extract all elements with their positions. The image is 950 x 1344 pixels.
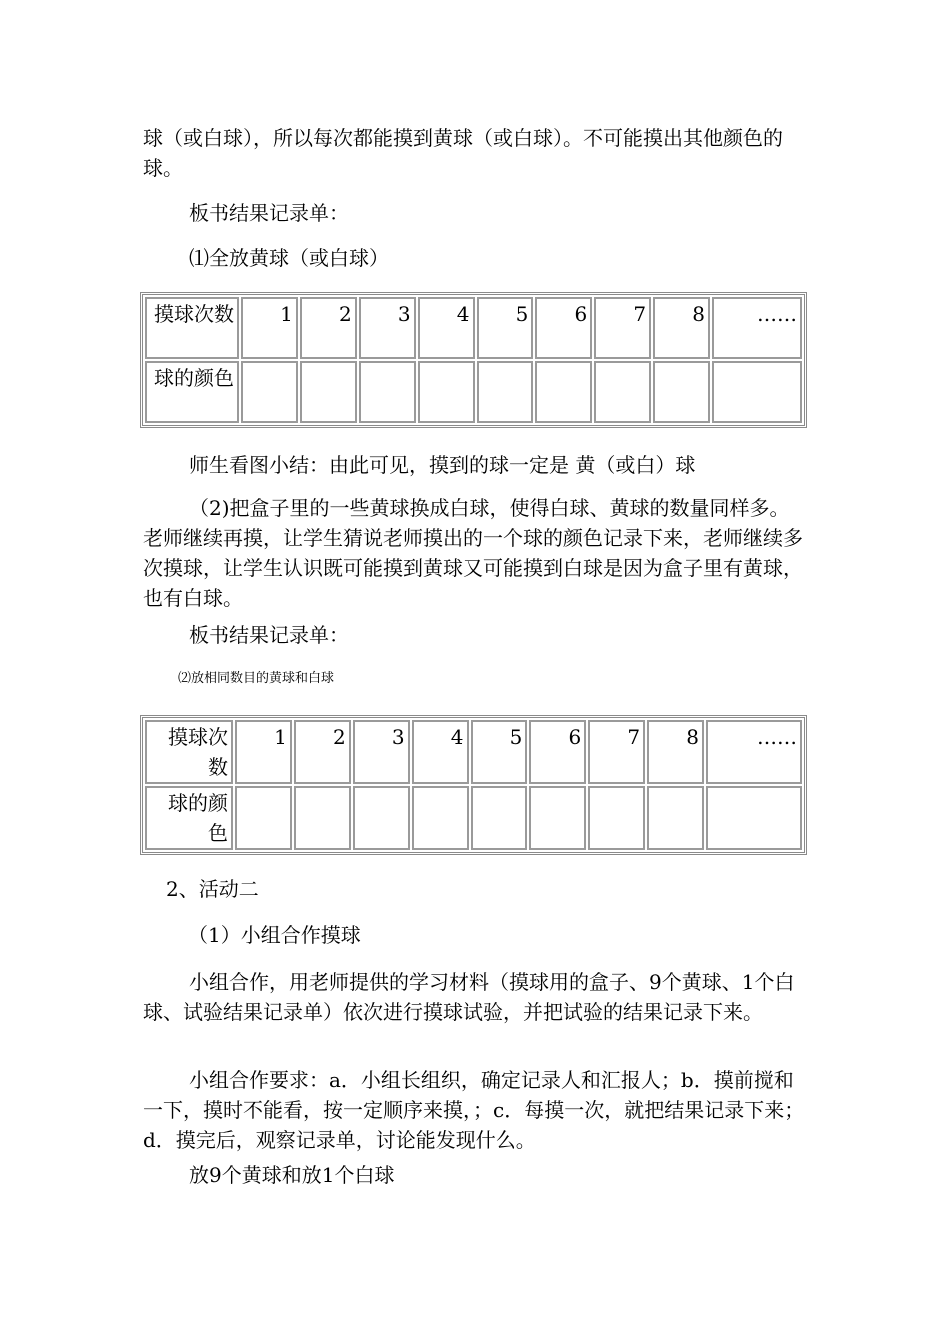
- table-row: [145, 786, 802, 850]
- row-head-draw-count: 摸球次数: [145, 297, 239, 359]
- table-cell: [588, 786, 645, 850]
- table-cell: [477, 361, 534, 423]
- record-table-2: [140, 715, 807, 855]
- row-head-ball-color: 球的颜色: [145, 361, 239, 423]
- table-cell: [535, 361, 592, 423]
- table-cell: 7: [588, 720, 645, 784]
- table-cell: [706, 786, 802, 850]
- table-cell: 6: [535, 297, 592, 359]
- table-cell: 8: [647, 720, 704, 784]
- table-cell-ellipsis: ……: [712, 297, 802, 359]
- table-cell: [241, 361, 298, 423]
- table-cell: [294, 786, 351, 850]
- table-row: [145, 361, 802, 423]
- table-cell: 3: [359, 297, 416, 359]
- table-cell: [418, 361, 475, 423]
- table-cell: [594, 361, 651, 423]
- table-cell: 4: [418, 297, 475, 359]
- case-1-label: ⑴全放黄球（或白球）: [189, 246, 389, 270]
- table-cell-ellipsis: ……: [706, 720, 802, 784]
- section-activity-2: 2、活动二: [166, 877, 259, 901]
- board-record-heading-2: 板书结果记录单：: [189, 623, 349, 647]
- subsection-group-draw: （1）小组合作摸球: [188, 923, 361, 947]
- table-cell: 5: [471, 720, 528, 784]
- table-cell: [653, 361, 710, 423]
- table-cell: 1: [241, 297, 298, 359]
- table-cell: 8: [653, 297, 710, 359]
- table-row: [145, 720, 802, 784]
- table-cell: 3: [353, 720, 410, 784]
- table-cell: 2: [300, 297, 357, 359]
- table-cell: [300, 361, 357, 423]
- summary-line: 师生看图小结：由此可见，摸到的球一定是 黄（或白）球: [189, 453, 696, 477]
- board-record-heading-1: 板书结果记录单：: [189, 201, 349, 225]
- table-cell: [353, 786, 410, 850]
- row-head-ball-color: 球的颜色: [145, 786, 233, 850]
- table-cell: 1: [235, 720, 292, 784]
- table-cell: 2: [294, 720, 351, 784]
- paragraph-case-2: （2)把盒子里的一些黄球换成白球，使得白球、黄球的数量同样多。老师继续再摸，让学生猜说老师摸出的一个球的颜色记录下来，老师继续多次摸球，让学生认识既可能摸到黄球又可能摸到白球是因为盒子里有黄球，也有白球。: [143, 496, 803, 610]
- table-cell: [412, 786, 469, 850]
- table-cell: [235, 786, 292, 850]
- paragraph-continuation: 球（或白球），所以每次都能摸到黄球（或白球）。不可能摸出其他颜色的球。: [143, 126, 783, 180]
- record-table-1: [140, 292, 807, 428]
- paragraph-group-work: 小组合作，用老师提供的学习材料（摸球用的盒子、9个黄球、1个白球、试验结果记录单）依次进行摸球试验，并把试验的结果记录下来。: [143, 970, 795, 1024]
- table-cell: 6: [529, 720, 586, 784]
- case-3-label: 放9个黄球和放1个白球: [189, 1163, 395, 1187]
- row-head-draw-count: 摸球次数: [145, 720, 233, 784]
- table-cell: 7: [594, 297, 651, 359]
- table-cell: [529, 786, 586, 850]
- table-cell: 4: [412, 720, 469, 784]
- table-cell: [712, 361, 802, 423]
- table-row: [145, 297, 802, 359]
- table-cell: [647, 786, 704, 850]
- paragraph-group-rules: 小组合作要求：a．小组长组织，确定记录人和汇报人；b．摸前搅和一下，摸时不能看，按一定顺序来摸，；c．每摸一次，就把结果记录下来；d．摸完后，观察记录单，讨论能发现什么。: [143, 1068, 805, 1152]
- table-cell: [471, 786, 528, 850]
- table-cell: [359, 361, 416, 423]
- case-2-label: ⑵放相同数目的黄球和白球: [178, 671, 335, 686]
- table-cell: 5: [477, 297, 534, 359]
